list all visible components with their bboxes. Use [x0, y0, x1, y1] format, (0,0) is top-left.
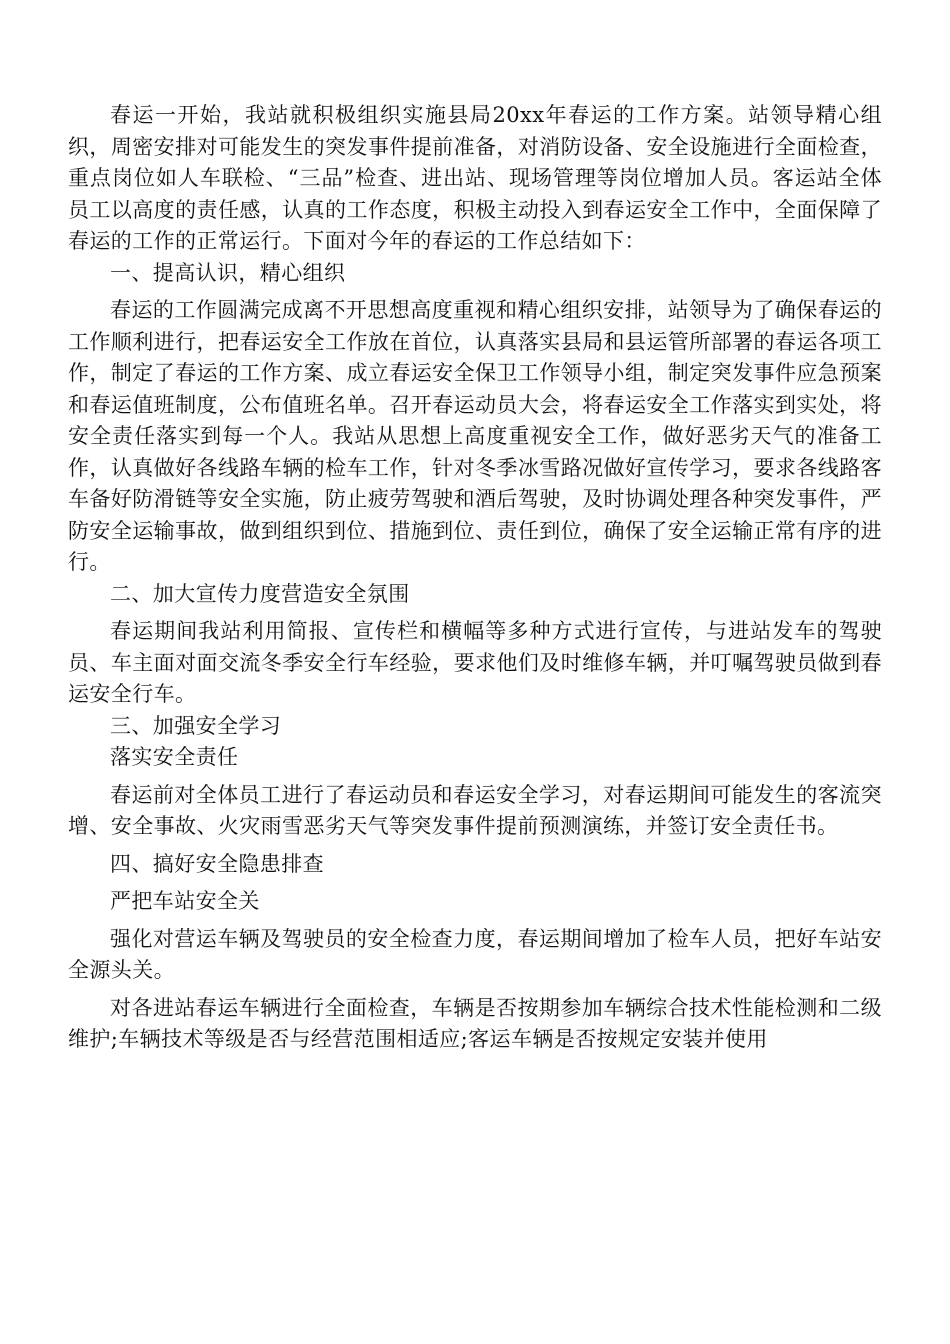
section-subheading-3: 落实安全责任 — [110, 745, 239, 769]
section-heading-1: 一、提高认识，精心组织 — [110, 260, 346, 285]
section-1-paragraph: 春运的工作圆满完成离不开思想高度重视和精心组织安排，站领导为了确保春运的工作顺利进行，把春运安全工作放在首位，认真落实县局和县运管所部署的春运各项工作，制定了春运的工作方案、成立春运安全保卫工作领导小组，制定突发事件应急预案和春运值班制度，公布值班名单。召开春运动员大会，将春运安全工作落实到实处，将安全责任落实到每一个人。我站从思想上高度重视安全工作，做好恶劣天气的准备工作，认真做好各线路车辆的检车工作，针对冬季冰雪路况做好宣传学习，要求各线路客车备好防滑链等安全实施，防止疲劳驾驶和酒后驾驶，及时协调处理各种突发事件，严防安全运输事故，做到组织到位、措施到位、责任到位，确保了安全运输正常有序的进行。 — [68, 298, 882, 574]
section-4-paragraph-2: 对各进站春运车辆进行全面检查，车辆是否按期参加车辆综合技术性能检测和二级维护;车辆技术等级是否与经营范围相适应;客运车辆是否按规定安装并使用 — [68, 995, 882, 1051]
section-heading-3: 三、加强安全学习 — [110, 713, 282, 738]
section-heading-4: 四、搞好安全隐患排查 — [110, 851, 324, 876]
intro-paragraph: 春运一开始，我站就积极组织实施县局20xx年春运的工作方案。站领导精心组织，周密安排对可能发生的突发事件提前准备，对消防设备、安全设施进行全面检查，重点岗位如人车联检、“三品”检查、进出站、现场管理等岗位增加人员。客运站全体员工以高度的责任感，认真的工作态度，积极主动投入到春运安全工作中，全面保障了春运的工作的正常运行。下面对今年的春运的工作总结如下： — [68, 103, 882, 253]
section-subheading-4: 严把车站安全关 — [110, 889, 260, 913]
section-heading-2: 二、加大宣传力度营造安全氛围 — [110, 581, 410, 606]
section-2-paragraph: 春运期间我站利用简报、宣传栏和横幅等多种方式进行宣传，与进站发车的驾驶员、车主面对面交流冬季安全行车经验，要求他们及时维修车辆，并叮嘱驾驶员做到春运安全行车。 — [68, 619, 882, 706]
section-3-paragraph: 春运前对全体员工进行了春运动员和春运安全学习，对春运期间可能发生的客流突增、安全事故、火灾雨雪恶劣天气等突发事件提前预测演练，并签订安全责任书。 — [68, 782, 882, 838]
section-4-paragraph: 强化对营运车辆及驾驶员的安全检查力度，春运期间增加了检车人员，把好车站安全源头关。 — [68, 926, 882, 982]
